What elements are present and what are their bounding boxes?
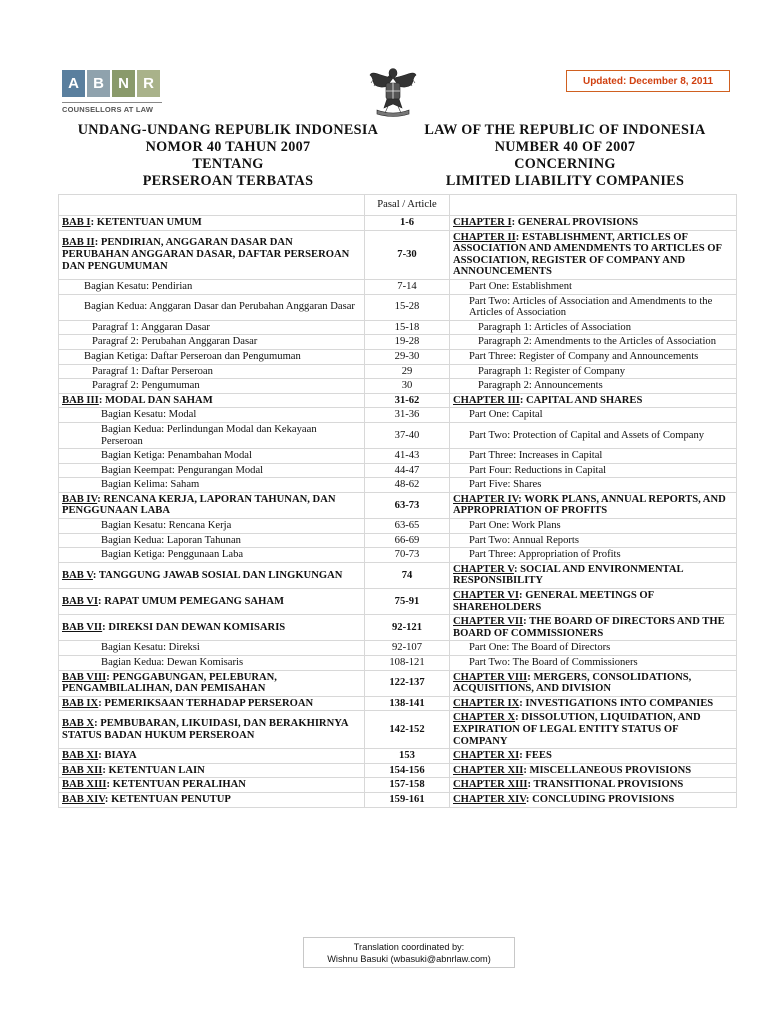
- section-title-id: [59, 533, 365, 548]
- section-title-id: [59, 463, 365, 478]
- section-title-en: [450, 408, 737, 423]
- section-title-id: [59, 379, 365, 394]
- table-row: [59, 422, 737, 448]
- credit-line: Translation coordinated by:: [353, 942, 465, 952]
- updated-date-box: Updated: December 8, 2011: [566, 70, 730, 92]
- article-range: [365, 379, 450, 394]
- chapter-title-en: [450, 670, 737, 696]
- table-row: [59, 379, 737, 394]
- table-row: [59, 749, 737, 764]
- article-range-text: 44-47: [394, 464, 420, 476]
- chapter-number-en: CHAPTER IV: [453, 493, 519, 505]
- section-name-id: Paragraf 2: Pengumuman: [92, 380, 200, 392]
- chapter-title-en: [450, 749, 737, 764]
- section-title-en: [450, 379, 737, 394]
- section-title-id: [59, 641, 365, 656]
- chapter-name-en: : GENERAL PROVISIONS: [511, 217, 639, 228]
- article-range-text: 108-121: [389, 657, 425, 668]
- chapter-name-id: : KETENTUAN UMUM: [90, 217, 202, 228]
- title-line: LAW OF THE REPUBLIC OF INDONESIA: [424, 122, 706, 138]
- section-title-en: [450, 641, 737, 656]
- table-row: [59, 216, 737, 231]
- chapter-title-en: [450, 562, 737, 588]
- chapter-number-id: BAB X: [62, 718, 95, 730]
- chapter-number-en: CHAPTER XII: [453, 764, 524, 776]
- credit-contact: Wishnu Basuki (wbasuki@abnrlaw.com): [327, 954, 491, 964]
- chapter-title-id: [59, 711, 365, 749]
- section-title-id: [59, 364, 365, 379]
- chapter-title-en: [450, 696, 737, 711]
- section-name-id: Bagian Kedua: Anggaran Dasar dan Perubahan Anggaran Dasar: [84, 301, 355, 313]
- article-range-text: 74: [401, 569, 413, 581]
- section-name-en: Part Three: Register of Company and Announcements: [469, 350, 699, 362]
- table-row: [59, 615, 737, 641]
- chapter-title-id: [59, 763, 365, 778]
- chapter-number-id: BAB IX: [62, 697, 99, 709]
- table-row: [59, 294, 737, 320]
- table-row: [59, 408, 737, 423]
- header-cell-pasal: Pasal / Article: [365, 195, 450, 216]
- chapter-title-id: [59, 216, 365, 231]
- article-range-text: 92-107: [391, 642, 422, 654]
- title-line: TENTANG: [192, 156, 264, 172]
- section-name-en: Paragraph 2: Announcements: [478, 380, 603, 392]
- article-range: [365, 294, 450, 320]
- title-line: PERSEROAN TERBATAS: [142, 173, 314, 189]
- section-title-en: [450, 478, 737, 493]
- logo-letter-boxes: [62, 70, 172, 97]
- logo-letter: A: [62, 70, 85, 97]
- section-title-en: [450, 548, 737, 563]
- chapter-title-id: [59, 749, 365, 764]
- chapter-name-en: : ESTABLISHMENT, ARTICLES OF ASSOCIATION AND AMENDMENTS TO ARTICLES OF ASSOCIATION, REGISTER OF COMPANY AND ANNOUNCEMENTS: [453, 231, 722, 278]
- article-range: [365, 589, 450, 615]
- section-name-id: Bagian Kesatu: Rencana Kerja: [101, 520, 232, 532]
- table-row: [59, 349, 737, 364]
- section-title-en: [450, 656, 737, 671]
- logo-letter: N: [112, 70, 135, 97]
- section-name-id: Bagian Kedua: Dewan Komisaris: [101, 657, 244, 668]
- chapter-number-en: CHAPTER VI: [453, 590, 520, 602]
- article-range: [365, 279, 450, 294]
- chapter-name-id: : KETENTUAN PERALIHAN: [106, 779, 246, 791]
- chapter-title-id: [59, 492, 365, 518]
- article-range: [365, 449, 450, 464]
- contents-table: [58, 194, 737, 808]
- section-title-id: [59, 335, 365, 350]
- chapter-number-en: CHAPTER I: [453, 217, 512, 228]
- article-range: [365, 519, 450, 534]
- article-range: [365, 230, 450, 279]
- article-range-text: 75-91: [394, 595, 420, 607]
- section-name-en: Part One: The Board of Directors: [469, 642, 611, 654]
- title-line: NUMBER 40 OF 2007: [494, 139, 636, 155]
- section-name-en: Part Three: Increases in Capital: [469, 450, 603, 462]
- chapter-name-id: : KETENTUAN LAIN: [102, 764, 205, 776]
- chapter-number-id: BAB VIII: [62, 671, 107, 683]
- section-name-en: Part Three: Appropriation of Profits: [469, 549, 621, 561]
- chapter-number-en: CHAPTER VIII: [453, 671, 528, 683]
- article-range: [365, 393, 450, 408]
- chapter-title-id: [59, 230, 365, 279]
- table-row: [59, 589, 737, 615]
- chapter-name-en: : CAPITAL AND SHARES: [519, 394, 643, 406]
- chapter-name-id: : KETENTUAN PENUTUP: [104, 793, 231, 805]
- article-range: [365, 656, 450, 671]
- table-row: [59, 393, 737, 408]
- article-range-text: 7-30: [397, 248, 417, 260]
- section-title-en: [450, 349, 737, 364]
- section-title-id: [59, 279, 365, 294]
- article-range: [365, 533, 450, 548]
- chapter-title-en: [450, 763, 737, 778]
- table-row: [59, 656, 737, 671]
- section-name-id: Bagian Kedua: Laporan Tahunan: [101, 534, 241, 546]
- chapter-title-en: [450, 711, 737, 749]
- chapter-name-id: : PEMERIKSAAN TERHADAP PERSEROAN: [98, 697, 314, 709]
- section-name-en: Part One: Work Plans: [469, 520, 561, 532]
- table-header-row: [59, 195, 737, 216]
- article-range: [365, 778, 450, 793]
- article-range: [365, 615, 450, 641]
- section-title-en: [450, 364, 737, 379]
- article-range: [365, 492, 450, 518]
- title-indonesian: [58, 122, 398, 190]
- chapter-number-en: CHAPTER XI: [453, 750, 520, 762]
- table-row: [59, 696, 737, 711]
- article-range-text: 1-6: [399, 217, 415, 228]
- table-row: [59, 792, 737, 807]
- article-range: [365, 408, 450, 423]
- article-range-text: 31-62: [394, 394, 420, 406]
- section-name-en: Part Four: Reductions in Capital: [469, 464, 607, 476]
- table-row: [59, 335, 737, 350]
- chapter-title-en: [450, 778, 737, 793]
- article-range-text: 138-141: [389, 697, 425, 709]
- chapter-name-en: : CONCLUDING PROVISIONS: [525, 793, 675, 805]
- table-row: [59, 230, 737, 279]
- chapter-title-en: [450, 393, 737, 408]
- section-name-id: Bagian Ketiga: Penggunaan Laba: [101, 549, 244, 561]
- abnr-logo: [62, 70, 172, 114]
- chapter-number-en: CHAPTER III: [453, 394, 520, 406]
- article-range-text: 159-161: [389, 793, 425, 805]
- chapter-title-id: [59, 670, 365, 696]
- article-range: [365, 670, 450, 696]
- section-name-id: Bagian Kesatu: Modal: [101, 409, 197, 421]
- section-title-en: [450, 335, 737, 350]
- article-range-text: 142-152: [389, 723, 425, 735]
- article-range-text: 63-65: [394, 520, 420, 532]
- table-row: [59, 562, 737, 588]
- section-title-id: [59, 422, 365, 448]
- section-name-en: Part Two: The Board of Commissioners: [469, 657, 638, 668]
- article-range: [365, 763, 450, 778]
- section-name-id: Bagian Kelima: Saham: [101, 479, 200, 491]
- section-title-en: [450, 320, 737, 335]
- section-title-en: [450, 449, 737, 464]
- chapter-name-id: : MODAL DAN SAHAM: [98, 394, 213, 406]
- section-name-id: Paragraf 2: Perubahan Anggaran Dasar: [92, 336, 258, 348]
- article-range-text: 66-69: [394, 534, 420, 546]
- chapter-name-id: : PENDIRIAN, ANGGARAN DASAR DAN PERUBAHAN ANGGARAN DASAR, DAFTAR PERSEROAN DAN PENGUMUMAN: [62, 237, 350, 272]
- section-title-id: [59, 449, 365, 464]
- chapter-title-en: [450, 492, 737, 518]
- table-row: [59, 492, 737, 518]
- chapter-name-id: : DIREKSI DAN DEWAN KOMISARIS: [102, 622, 286, 634]
- article-range: [365, 548, 450, 563]
- article-range-text: 63-73: [394, 499, 420, 511]
- table-row: [59, 533, 737, 548]
- logo-letter: R: [137, 70, 160, 97]
- article-range-text: 29: [401, 365, 413, 377]
- section-title-en: [450, 422, 737, 448]
- chapter-number-en: CHAPTER XIV: [453, 793, 526, 805]
- chapter-name-en: : SOCIAL AND ENVIRONMENTAL RESPONSIBILITY: [453, 563, 683, 587]
- chapter-title-id: [59, 393, 365, 408]
- chapter-number-en: CHAPTER V: [453, 563, 514, 575]
- title-english: [395, 122, 735, 190]
- article-range: [365, 463, 450, 478]
- title-line: NOMOR 40 TAHUN 2007: [145, 139, 311, 155]
- article-range-text: 48-62: [394, 479, 420, 491]
- chapter-name-en: : THE BOARD OF DIRECTORS AND THE BOARD OF COMMISSIONERS: [453, 616, 725, 639]
- chapter-number-en: CHAPTER II: [453, 231, 516, 243]
- section-name-en: Part One: Capital: [469, 409, 543, 421]
- table-row: [59, 463, 737, 478]
- article-range-text: 7-14: [397, 280, 417, 292]
- article-range: [365, 478, 450, 493]
- chapter-number-id: BAB II: [62, 237, 95, 249]
- chapter-number-id: BAB VII: [62, 622, 103, 634]
- section-name-id: Bagian Kedua: Perlindungan Modal dan Kekayaan Perseroan: [101, 423, 317, 447]
- logo-letter: B: [87, 70, 110, 97]
- title-line: LIMITED LIABILITY COMPANIES: [445, 173, 685, 189]
- article-range: [365, 792, 450, 807]
- article-range: [365, 641, 450, 656]
- article-range: [365, 216, 450, 231]
- chapter-name-id: : BIAYA: [98, 750, 137, 762]
- article-range-text: 92-121: [391, 622, 422, 634]
- section-title-en: [450, 533, 737, 548]
- table-row: [59, 778, 737, 793]
- chapter-name-en: : TRANSITIONAL PROVISIONS: [527, 779, 684, 791]
- section-name-en: Paragraph 1: Register of Company: [478, 365, 626, 377]
- chapter-number-en: CHAPTER VII: [453, 616, 524, 628]
- title-line: UNDANG-UNDANG REPUBLIK INDONESIA: [77, 122, 379, 138]
- section-name-en: Part Two: Articles of Association and Amendments to the Articles of Association: [469, 295, 713, 319]
- article-range-text: 30: [401, 380, 413, 392]
- article-range: [365, 422, 450, 448]
- section-title-id: [59, 548, 365, 563]
- section-name-en: Part One: Establishment: [469, 280, 572, 292]
- article-range: [365, 320, 450, 335]
- table-row: [59, 279, 737, 294]
- title-line: CONCERNING: [514, 156, 616, 172]
- article-range: [365, 335, 450, 350]
- chapter-name-en: : WORK PLANS, ANNUAL REPORTS, AND APPROPRIATION OF PROFITS: [453, 493, 726, 517]
- article-range: [365, 364, 450, 379]
- garuda-emblem-icon: [369, 66, 417, 118]
- section-name-en: Paragraph 1: Articles of Association: [478, 321, 631, 333]
- chapter-title-id: [59, 696, 365, 711]
- table-row: [59, 364, 737, 379]
- chapter-name-en: : MERGERS, CONSOLIDATIONS, ACQUISITIONS, AND DIVISION: [453, 671, 692, 695]
- section-title-id: [59, 478, 365, 493]
- header-cell-left: [59, 195, 365, 216]
- chapter-number-en: CHAPTER XIII: [453, 779, 528, 791]
- chapter-title-en: [450, 230, 737, 279]
- chapter-number-id: BAB IV: [62, 493, 98, 505]
- chapter-number-id: BAB I: [62, 217, 91, 228]
- section-title-id: [59, 294, 365, 320]
- table-row: [59, 763, 737, 778]
- section-title-id: [59, 408, 365, 423]
- table-row: [59, 548, 737, 563]
- article-range-text: 15-28: [394, 301, 420, 313]
- chapter-number-id: BAB III: [62, 394, 99, 406]
- section-name-en: Part Two: Protection of Capital and Assets of Company: [469, 429, 705, 441]
- translation-credit: [303, 937, 515, 968]
- section-name-id: Paragraf 1: Anggaran Dasar: [92, 321, 210, 333]
- table-row: [59, 670, 737, 696]
- section-name-id: Bagian Ketiga: Daftar Perseroan dan Pengumuman: [84, 350, 301, 362]
- section-title-en: [450, 463, 737, 478]
- chapter-name-en: : MISCELLANEOUS PROVISIONS: [523, 764, 692, 776]
- chapter-name-id: : RAPAT UMUM PEMEGANG SAHAM: [98, 595, 284, 607]
- chapter-name-en: : INVESTIGATIONS INTO COMPANIES: [519, 697, 714, 709]
- chapter-number-id: BAB VI: [62, 595, 99, 607]
- chapter-number-id: BAB V: [62, 569, 93, 581]
- chapter-name-id: : RENCANA KERJA, LAPORAN TAHUNAN, DAN PENGGUNAAN LABA: [62, 493, 336, 517]
- section-name-id: Bagian Ketiga: Penambahan Modal: [101, 450, 252, 462]
- article-range-text: 153: [399, 750, 415, 762]
- chapter-name-id: : PEMBUBARAN, LIKUIDASI, DAN BERAKHIRNYA STATUS BADAN HUKUM PERSEROAN: [62, 718, 348, 741]
- article-range: [365, 749, 450, 764]
- article-range-text: 37-40: [394, 429, 420, 441]
- article-range: [365, 349, 450, 364]
- article-range-text: 157-158: [389, 779, 425, 791]
- section-name-id: Bagian Kesatu: Pendirian: [84, 280, 193, 292]
- section-title-id: [59, 349, 365, 364]
- chapter-title-id: [59, 615, 365, 641]
- section-name-en: Part Five: Shares: [469, 479, 542, 491]
- section-name-en: Part Two: Annual Reports: [469, 534, 579, 546]
- chapter-number-id: BAB XII: [62, 764, 103, 776]
- chapter-title-id: [59, 778, 365, 793]
- section-title-id: [59, 320, 365, 335]
- chapter-number-en: CHAPTER X: [453, 712, 516, 724]
- chapter-name-en: : GENERAL MEETINGS OF SHAREHOLDERS: [453, 590, 654, 613]
- chapter-title-id: [59, 589, 365, 615]
- section-name-en: Paragraph 2: Amendments to the Articles of Association: [478, 336, 717, 348]
- chapter-name-id: : PENGGABUNGAN, PELEBURAN, PENGAMBILALIHAN, DAN PEMISAHAN: [62, 671, 277, 695]
- section-title-en: [450, 279, 737, 294]
- table-row: [59, 519, 737, 534]
- chapter-name-en: : DISSOLUTION, LIQUIDATION, AND EXPIRATION OF LEGAL ENTITY STATUS OF COMPANY: [453, 712, 701, 747]
- chapter-title-en: [450, 792, 737, 807]
- article-range: [365, 696, 450, 711]
- chapter-number-en: CHAPTER IX: [453, 697, 520, 709]
- article-range-text: 154-156: [389, 764, 425, 776]
- chapter-name-en: : FEES: [519, 750, 552, 762]
- section-title-id: [59, 519, 365, 534]
- chapter-title-en: [450, 589, 737, 615]
- article-range-text: 29-30: [394, 350, 420, 362]
- article-range-text: 19-28: [394, 336, 420, 348]
- chapter-title-en: [450, 216, 737, 231]
- chapter-name-id: : TANGGUNG JAWAB SOSIAL DAN LINGKUNGAN: [92, 569, 343, 581]
- chapter-title-id: [59, 792, 365, 807]
- chapter-number-id: BAB XIII: [62, 779, 107, 791]
- chapter-number-id: BAB XIV: [62, 793, 105, 805]
- article-range: [365, 711, 450, 749]
- article-range-text: 15-18: [394, 321, 420, 333]
- section-title-en: [450, 519, 737, 534]
- section-name-id: Paragraf 1: Daftar Perseroan: [92, 365, 213, 377]
- logo-tagline: COUNSELLORS AT LAW: [62, 102, 162, 114]
- chapter-title-id: [59, 562, 365, 588]
- article-range: [365, 562, 450, 588]
- table-row: [59, 320, 737, 335]
- article-range-text: 70-73: [394, 549, 420, 561]
- table-row: [59, 449, 737, 464]
- table-row: [59, 711, 737, 749]
- section-title-id: [59, 656, 365, 671]
- chapter-number-id: BAB XI: [62, 750, 99, 762]
- article-range-text: 122-137: [389, 677, 425, 689]
- header-cell-right: [450, 195, 737, 216]
- article-range-text: 41-43: [394, 450, 420, 462]
- table-row: [59, 641, 737, 656]
- article-range-text: 31-36: [394, 409, 420, 421]
- table-row: [59, 478, 737, 493]
- section-name-id: Bagian Keempat: Pengurangan Modal: [101, 464, 264, 476]
- section-title-en: [450, 294, 737, 320]
- section-name-id: Bagian Kesatu: Direksi: [101, 642, 200, 654]
- chapter-title-en: [450, 615, 737, 641]
